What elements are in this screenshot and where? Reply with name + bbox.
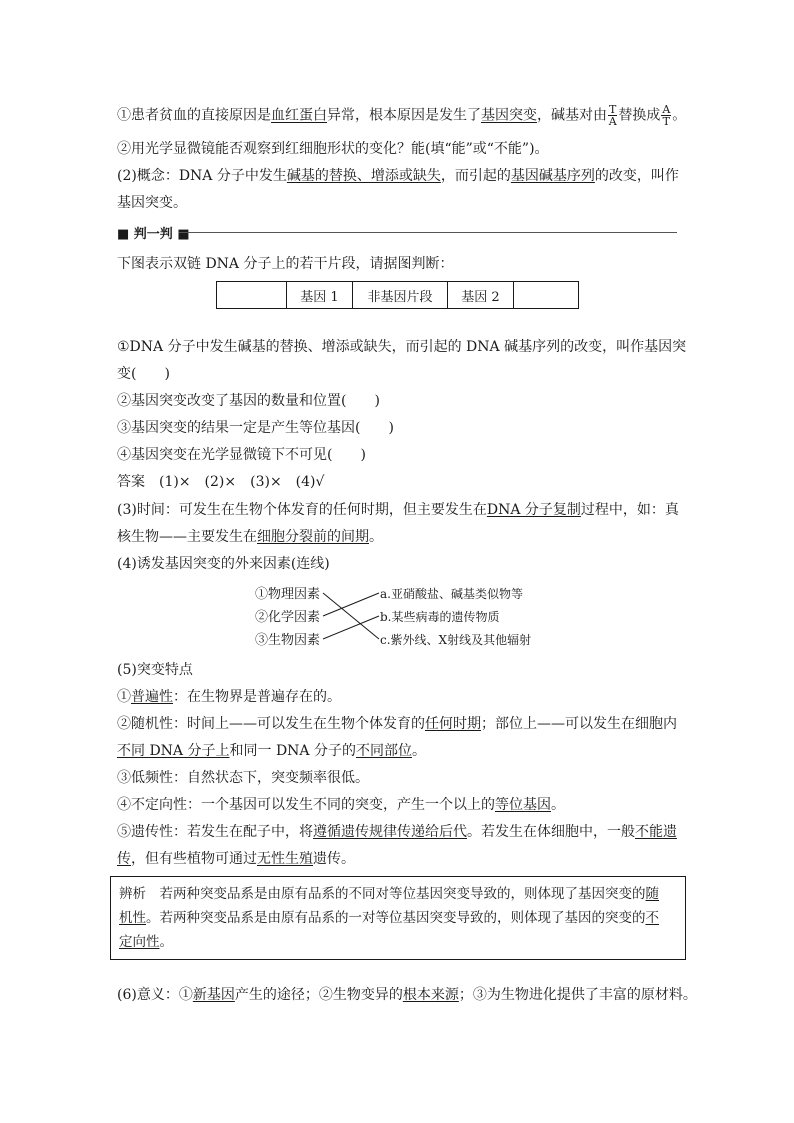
dna-cell-gene-1: 基因 1 [287, 282, 353, 309]
feature-universality: ①普遍性：在生物界是普遍存在的。 [117, 689, 341, 705]
underlined-answer: 根本来源 [402, 987, 459, 1003]
fraction-t-over-a: $\frac{T}{A}$ [608, 103, 617, 128]
underlined-answer: 不同 DNA 分子上 [117, 743, 230, 759]
match-line-1-c [323, 593, 379, 639]
feature-randomness: ②随机性：时间上——可以发生在生物个体发育的任何时期；部位上——可以发生在细胞内 [117, 716, 677, 732]
match-left-item: ①物理因素 [255, 587, 321, 602]
dna-cell-gene-2: 基因 2 [448, 282, 514, 309]
underlined-answer: 传 [117, 851, 131, 867]
paragraph-time: (3)时间：可发生在生物个体发育的任何时期，但主要发生在DNA 分子复制过程中，如：真 [117, 502, 679, 518]
match-left-item: ②化学因素 [255, 610, 321, 625]
paragraph-time-cont: 核生物——主要发生在细胞分裂前的间期。 [117, 529, 383, 545]
dna-segment-diagram [216, 281, 579, 309]
question-4: ④基因突变在光学显微镜下不可见( ) [117, 447, 366, 463]
dna-cell-non-gene: 非基因片段 [353, 282, 448, 309]
dna-cell [217, 282, 287, 309]
underlined-answer: 不同部位 [356, 743, 412, 759]
match-right-item: b.某些病毒的遗传物质 [380, 610, 500, 624]
paragraph-concept: (2)概念：DNA 分子中发生碱基的替换、增添或缺失，而引起的基因碱基序列的改变，叫作 [117, 168, 679, 184]
underlined-answer: 新基因 [192, 987, 235, 1003]
section-title: ■ 判一判 ■ [117, 227, 190, 242]
match-lines [255, 583, 555, 653]
underlined-answer: 细胞分裂前的间期 [257, 529, 369, 545]
matching-diagram [255, 583, 555, 653]
feature-heritability: ⑤遗传性：若发生在配子中，将遵循遗传规律传递给后代。若发生在体细胞中，一般不能遗 [117, 824, 677, 840]
underlined-answer: 普遍性 [131, 689, 173, 705]
fraction-a-over-t: $\frac{A}{T}$ [662, 103, 671, 128]
analysis-line-1: 辨析 若两种突变品系是由原有品系的不同对等位基因突变导致的，则体现了基因突变的随 [119, 886, 659, 902]
question-3: ③基因突变的结果一定是产生等位基因( ) [117, 420, 394, 436]
underlined-answer: 机性 [119, 910, 146, 926]
match-right-item: a.亚硝酸盐、碱基类似物等 [380, 587, 523, 601]
underlined-answer: 碱基的替换、增添或缺失 [286, 168, 441, 184]
underlined-answer: 随 [645, 886, 659, 902]
paragraph-concept-cont: 基因突变。 [117, 195, 187, 211]
paragraph-significance: (6)意义：①新基因产生的途径；②生物变异的根本来源；③为生物进化提供了丰富的原材料。 [117, 987, 697, 1003]
underlined-answer: 任何时期 [425, 716, 481, 732]
analysis-line-2: 机性。若两种突变品系是由原有品系的一对等位基因突变导致的，则体现了基因的突变的不 [119, 910, 659, 926]
question-2: ②基因突变改变了基因的数量和位置( ) [117, 393, 380, 409]
analysis-line-3: 定向性。 [119, 934, 173, 950]
answer-line: 答案 (1)× (2)× (3)× (4)√ [117, 474, 325, 490]
paragraph-external-factors: (4)诱发基因突变的外来因素(连线) [117, 556, 330, 572]
underlined-answer: 遵循遗传规律传递给后代 [313, 824, 467, 840]
paragraph-features-title: (5)突变特点 [117, 662, 193, 678]
diagram-intro: 下图表示双链 DNA 分子上的若干片段，请据图判断： [117, 256, 454, 272]
paragraph-microscope: ②用光学显微镜能否观察到红细胞形状的变化？能(填“能”或“不能”)。 [117, 141, 549, 157]
feature-nondirectional: ④不定向性：一个基因可以发生不同的突变，产生一个以上的等位基因。 [117, 797, 565, 813]
underlined-answer: 基因碱基序列 [510, 168, 595, 184]
underlined-answer: DNA 分子复制 [486, 502, 581, 518]
match-left-item: ③生物因素 [255, 633, 321, 648]
underlined-answer: 无性生殖 [257, 851, 313, 867]
question-1-cont: 变( ) [117, 366, 170, 382]
question-1: ①DNA 分子中发生碱基的替换、增添或缺失，而引起的 DNA 碱基序列的改变，叫作基因突 [117, 339, 687, 355]
match-line-3-b [323, 616, 379, 639]
analysis-box [110, 876, 686, 960]
section-header-judge [117, 223, 677, 241]
match-line-2-a [323, 593, 379, 616]
underlined-answer: 定向性 [119, 934, 160, 950]
dna-cell [514, 282, 579, 309]
paragraph-anemia-cause: ①患者贫血的直接原因是血红蛋白异常，根本原因是发生了基因突变，碱基对由 $\frac{T}{A}$ 替换成 $\frac{A}{T}$ 。 [117, 103, 687, 128]
match-right-item: c.紫外线、X射线及其他辐射 [380, 633, 532, 647]
underlined-answer: 血红蛋白 [271, 107, 327, 124]
feature-heritability-cont: 传，但有些植物可通过无性生殖遗传。 [117, 851, 355, 867]
underlined-answer: 不 [645, 910, 659, 926]
divider-rule [179, 232, 677, 233]
underlined-answer: 等位基因 [495, 797, 551, 813]
underlined-answer: 基因突变 [481, 107, 537, 124]
underlined-answer: 不能遗 [635, 824, 677, 840]
feature-low-frequency: ③低频性：自然状态下，突变频率很低。 [117, 770, 369, 786]
feature-randomness-cont: 不同 DNA 分子上和同一 DNA 分子的不同部位。 [117, 743, 426, 759]
